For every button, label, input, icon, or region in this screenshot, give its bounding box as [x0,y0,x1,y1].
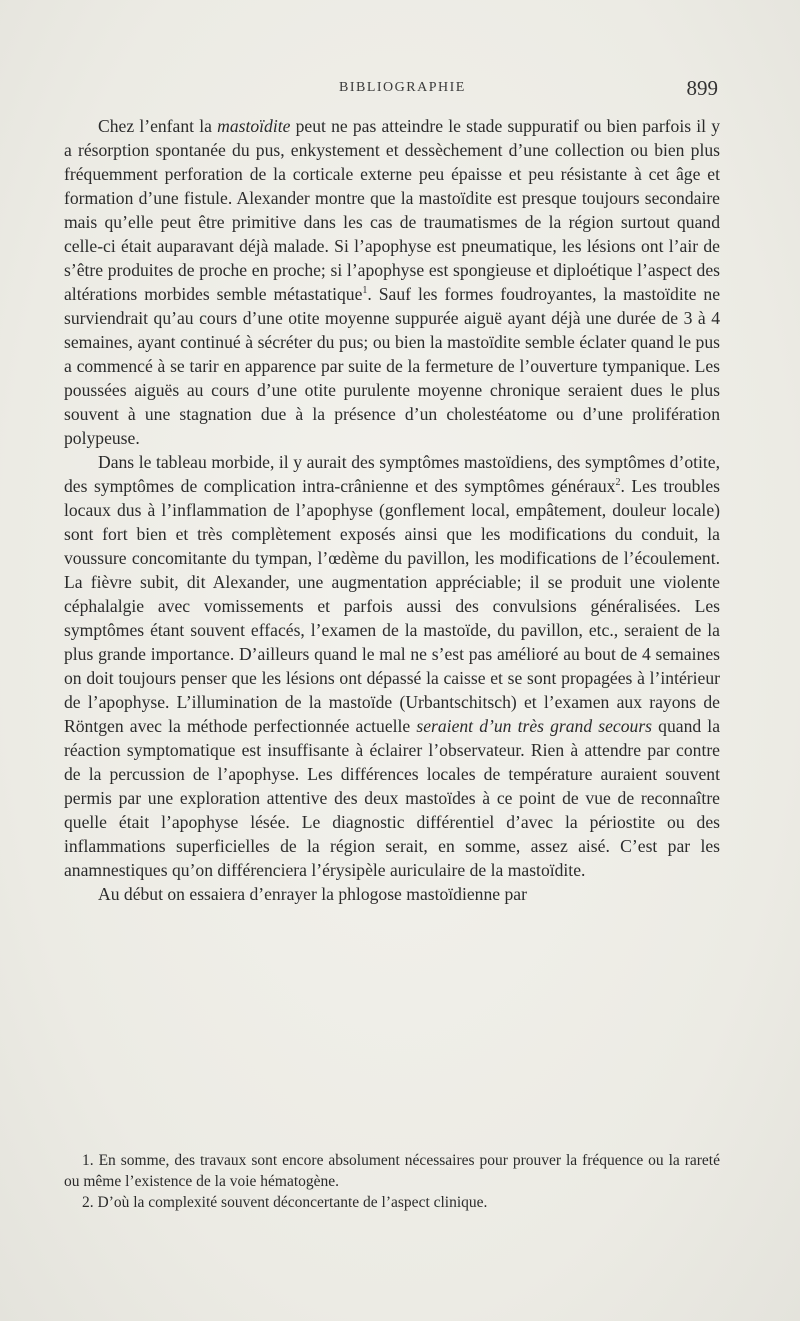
footnote-1: 1. En somme, des travaux sont encore absolument nécessaires pour prouver la fréquence ou la rareté ou même l’existence de la voie hématogène. [64,1152,720,1190]
p1-text-2: . Sauf les formes foudroyantes, la mastoïdite ne surviendrait qu’au cours d’une otite moyenne suppurée aiguë ayant déjà une durée de 3 à 4 semaines, ayant continué à sécréter du pus; ou bien la mastoïdite semble éclater quand le pus a commencé à se tarir en apparence par suite de la fermeture de l’ouverture tympanique. Les poussées aiguës au cours d’une otite purulente moyenne chronique seraient dues le plus souvent à une stagnation due à la présence d’un cholestéatome ou d’une prolifération polypeuse. [64,284,721,448]
footnote-ref-2: 2 [615,477,621,489]
p1-text-1: peut ne pas atteindre le stade suppuratif ou bien parfois il y a résorption spontanée du pus, enkystement et dessèchement d’une collection ou bien plus fréquemment perforation de la corticale externe peu épaisse et peu résistante à cet âge et formation d’une fistule. Alexander montre que la mastoïdite est presque toujours secondaire mais qu’elle peut être primitive dans les cas de traumatismes de la région surtout quand celle-ci était auparavant déjà malade. Si l’apophyse est pneumatique, les lésions ont l’air de s’être produites de proche en proche; si l’apophyse est spongieuse et diploétique l’aspect des altérations morbides semble métastatique [64,116,721,304]
term-mastoiditis: mastoïdite [217,116,291,136]
p2-text-1: Dans le tableau morbide, il y aurait des symptômes mastoïdiens, des symptômes d’otite, des symptômes de complication intra-crânienne et des symptômes généraux [64,452,720,496]
footnote-ref-1: 1 [362,285,368,297]
page-number: 899 [686,76,718,100]
p1-intro: Chez l’enfant la [98,116,218,136]
running-title: BIBLIOGRAPHIE [339,80,466,95]
paragraph-2 [64,450,720,882]
paragraph-3: Au début on essaiera d’enrayer la phlogose mastoïdienne par [98,884,527,904]
page-header [64,76,718,102]
main-text [64,114,720,906]
p2-text-3: quand la réaction symptomatique est insuffisante à éclairer l’observateur. Rien à attendre par contre de la percussion de l’apophyse. Les différences locales de température auraient souvent permis par une exploration attentive des deux mastoïdes à ce point de vue de reconnaître quelle était l’apophyse lésée. Le diagnostic différentiel d’avec la périostite ou des inflammations superficielles de la région serait, en somme, assez aisé. C’est par les anamnestiques qu’on différenciera l’érysipèle auriculaire de la mastoïdite. [64,716,720,880]
footnote-2: 2. D’où la complexité souvent déconcertante de l’aspect clinique. [82,1194,488,1211]
footnotes [64,1150,720,1213]
p2-emphasis: seraient d’un très grand secours [416,716,653,736]
paragraph-1 [64,114,720,450]
p2-text-2: . Les troubles locaux dus à l’inflammation de l’apophyse (gonflement local, empâtement, douleur locale) sont fort bien et très complètement exposés ainsi que les modifications du conduit, la voussure concomitante du tympan, l’œdème du pavillon, les modifications de l’écoulement. La fièvre subit, dit Alexander, une augmentation appréciable; il se produit une violente céphalalgie avec vomissements et parfois aussi des convulsions généralisées. Les symptômes étant souvent effacés, l’examen de la mastoïde, du pavillon, etc., seraient de la plus grande importance. D’ailleurs quand le mal ne s’est pas amélioré au bout de 4 semaines on doit toujours penser que les lésions ont dépassé la caisse et se sont propagées à l’intérieur de l’apophyse. L’illumination de la mastoïde (Urbantschitsch) et l’examen aux rayons de Röntgen avec la méthode perfectionnée actuelle [64,476,721,736]
